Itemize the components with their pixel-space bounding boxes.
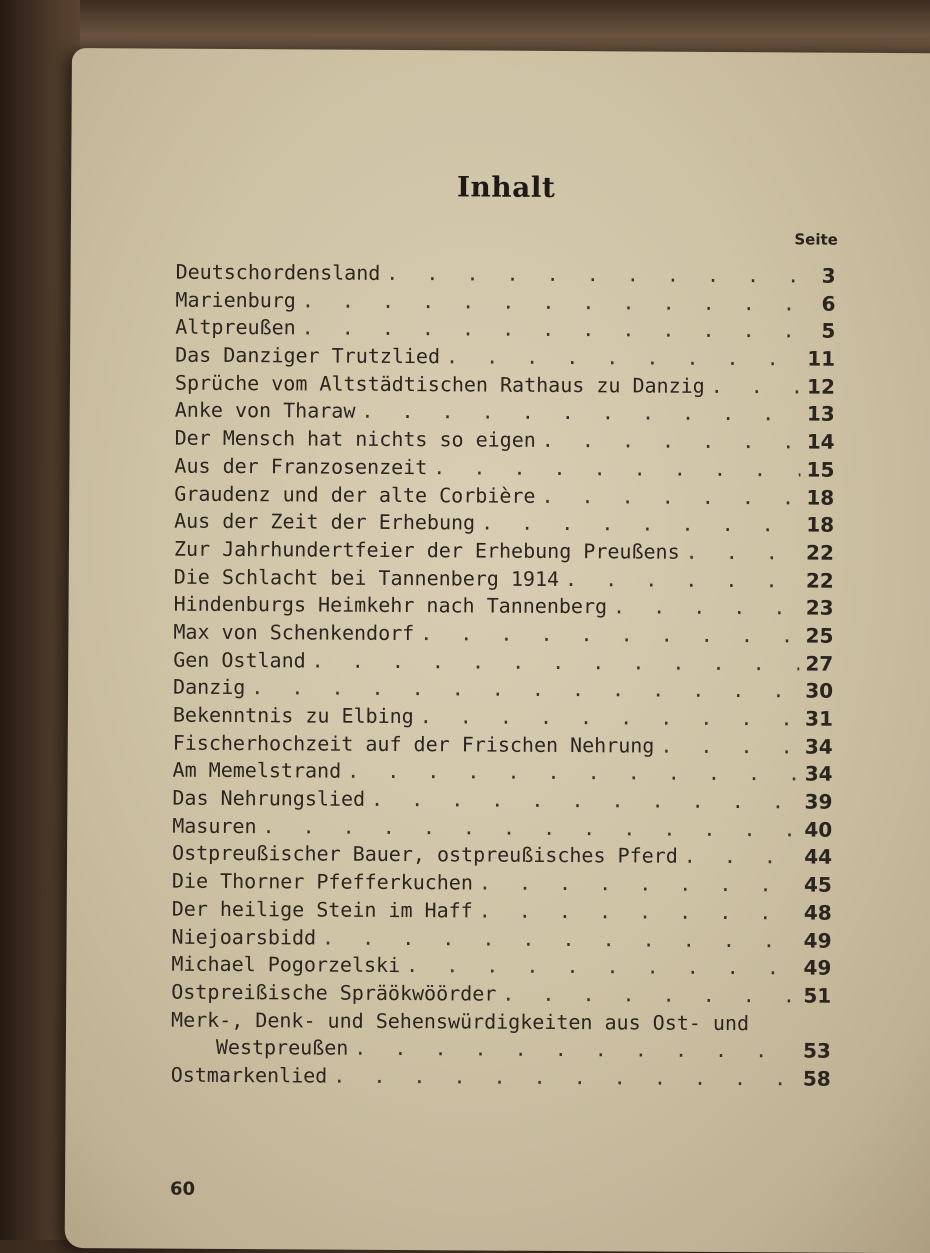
toc-entry-title: Fischerhochzeit auf der Frischen Nehrung <box>172 730 655 758</box>
dot-leader <box>613 594 800 623</box>
toc-entry-title: Der heilige Stein im Haff <box>171 896 473 923</box>
dot-leader <box>347 758 799 788</box>
page-number-folio: 60 <box>169 1178 196 1200</box>
toc-entry <box>172 895 832 927</box>
dot-leader <box>479 870 798 900</box>
toc-entry-title: Bekenntnis zu Elbing <box>172 702 414 729</box>
toc-entry-title: Das Danziger Trutzlied <box>175 342 441 369</box>
toc-entry-page: 27 <box>805 651 834 676</box>
toc-entry-page: 15 <box>806 457 835 482</box>
toc-entry-page: 31 <box>805 706 833 731</box>
dot-leader <box>541 482 800 511</box>
dot-leader <box>660 732 799 761</box>
toc-entry-page: 23 <box>805 595 834 620</box>
toc-entry-title: Die Thorner Pfefferkuchen <box>171 868 474 895</box>
dot-leader <box>386 260 801 290</box>
toc-entry <box>173 646 833 678</box>
dot-leader <box>502 981 797 1011</box>
toc-entry <box>174 480 834 512</box>
toc-entry <box>173 702 833 734</box>
dot-leader <box>406 952 797 982</box>
toc-entry-page: 3 <box>821 263 836 288</box>
toc-entry-title: Zur Jahrhundertfeier der Erhebung Preußens <box>173 536 680 564</box>
toc-entry-title: Am Memelstrand <box>172 758 342 784</box>
table-of-contents <box>169 169 838 1200</box>
toc-entry-title: Aus der Franzosenzeit <box>174 453 428 479</box>
toc-entry-page: 18 <box>806 512 835 537</box>
dot-leader <box>686 539 800 567</box>
toc-entry-page: 40 <box>804 817 833 842</box>
toc-entry-page: 45 <box>803 872 832 897</box>
dot-leader <box>302 287 802 318</box>
dot-leader <box>371 786 799 816</box>
toc-entry <box>171 923 831 955</box>
page-title: Inhalt <box>456 170 556 204</box>
toc-entry <box>175 314 835 346</box>
toc-entry-title: Das Nehrungslied <box>172 785 366 811</box>
dot-leader <box>312 647 800 678</box>
toc-entry <box>174 508 834 540</box>
dot-leader <box>302 315 802 346</box>
toc-entry-title: Aus der Zeit der Erhebung <box>174 508 476 535</box>
toc-entry <box>172 812 832 844</box>
toc-entry-page: 44 <box>804 844 833 870</box>
toc-entry-page: 39 <box>804 789 833 814</box>
toc-entry-title: Deutschordensland <box>175 259 381 285</box>
toc-entry-page: 12 <box>807 374 836 399</box>
toc-entry-page: 58 <box>802 1066 831 1091</box>
dot-leader <box>262 813 798 844</box>
toc-entry <box>172 868 832 900</box>
toc-entry-page: 6 <box>821 291 836 316</box>
book-page <box>65 48 930 1253</box>
toc-entry <box>174 591 834 623</box>
toc-entry-title: Sprüche vom Altstädtischen Rathaus zu Danzig <box>174 370 705 398</box>
toc-entry <box>174 563 834 595</box>
toc-entry-page: 34 <box>804 734 833 759</box>
dot-leader <box>565 566 800 595</box>
toc-entry <box>175 425 835 457</box>
dot-leader <box>251 674 799 705</box>
toc-entry-title: Altpreußen <box>175 315 296 340</box>
toc-entry <box>175 342 835 374</box>
dot-leader <box>361 398 801 428</box>
toc-entry-page: 49 <box>803 955 832 980</box>
toc-entry-title: Hindenburgs Heimkehr nach Tannenberg <box>173 591 608 619</box>
toc-entry-page: 51 <box>803 983 832 1008</box>
toc-entry <box>172 840 832 872</box>
toc-entry <box>171 978 831 1010</box>
toc-entry-page: 22 <box>805 568 834 593</box>
toc-entry-title: Danzig <box>173 674 246 700</box>
toc-entry-title: Masuren <box>172 813 257 838</box>
toc-entry-title: Marienburg <box>175 287 296 313</box>
toc-entry-title: Anke von Tharaw <box>174 398 356 424</box>
toc-entry <box>176 259 836 291</box>
toc-entry-page: 48 <box>803 900 832 925</box>
dot-leader <box>446 343 801 373</box>
dot-leader <box>420 620 799 650</box>
dot-leader <box>481 510 800 540</box>
toc-entry-title-line2: Westpreußen <box>215 1035 349 1060</box>
toc-entry <box>173 757 833 789</box>
toc-entry-page: 53 <box>802 1038 831 1063</box>
dot-leader <box>542 427 801 456</box>
toc-entry-page: 11 <box>807 346 836 371</box>
toc-entry-page: 14 <box>806 429 835 454</box>
toc-entry-page: 25 <box>805 623 834 648</box>
toc-entry-wrapped <box>171 1006 831 1065</box>
toc-entry-title: Ostmarkenlied <box>170 1062 328 1088</box>
toc-entry-page: 18 <box>806 484 835 510</box>
toc-entry <box>171 1061 831 1093</box>
toc-entry <box>174 536 834 568</box>
toc-entry-title: Ostpreußischer Bauer, ostpreußisches Pferd <box>172 841 678 869</box>
dot-leader <box>479 897 798 927</box>
toc-entry-page: 22 <box>806 540 835 565</box>
toc-entry <box>172 785 832 817</box>
page-column-label: Seite <box>794 230 838 249</box>
toc-entry <box>171 951 831 983</box>
toc-entry-title: Graudenz und der alte Corbière <box>174 481 536 508</box>
toc-entry <box>174 452 834 484</box>
toc-entry-page: 34 <box>804 761 833 787</box>
toc-entry-page: 5 <box>821 318 836 344</box>
toc-entry-page: 49 <box>803 927 832 953</box>
toc-entry-page: 30 <box>805 678 834 703</box>
toc-entry <box>175 397 835 429</box>
toc-entry-title: Max von Schenkendorf <box>173 619 415 646</box>
toc-entry-page: 13 <box>806 401 835 427</box>
toc-entry <box>175 286 835 318</box>
toc-entry <box>173 729 833 761</box>
dot-leader <box>333 1062 797 1093</box>
dot-leader <box>711 373 801 401</box>
toc-entry-title: Michael Pogorzelski <box>171 951 401 978</box>
toc-entry-title-line1: Merk-, Denk- und Sehenswürdigkeiten aus Ost- und <box>170 1007 750 1035</box>
toc-entry-title: Gen Ostland <box>173 647 306 673</box>
toc-entry-title: Die Schlacht bei Tannenberg 1914 <box>173 564 560 591</box>
toc-entry <box>173 674 833 706</box>
toc-entry-title: Niejoarsbidd <box>171 924 317 950</box>
dot-leader <box>354 1035 797 1065</box>
toc-entry <box>175 369 835 401</box>
toc-entry-title: Ostpreißische Spräökwöörder <box>171 979 497 1006</box>
toc-entry <box>173 619 833 651</box>
dot-leader <box>684 843 798 871</box>
dot-leader <box>433 454 800 484</box>
toc-list <box>171 259 836 1093</box>
toc-entry-title: Der Mensch hat nichts so eigen <box>174 425 536 452</box>
dot-leader <box>420 703 799 733</box>
dot-leader <box>322 924 798 955</box>
